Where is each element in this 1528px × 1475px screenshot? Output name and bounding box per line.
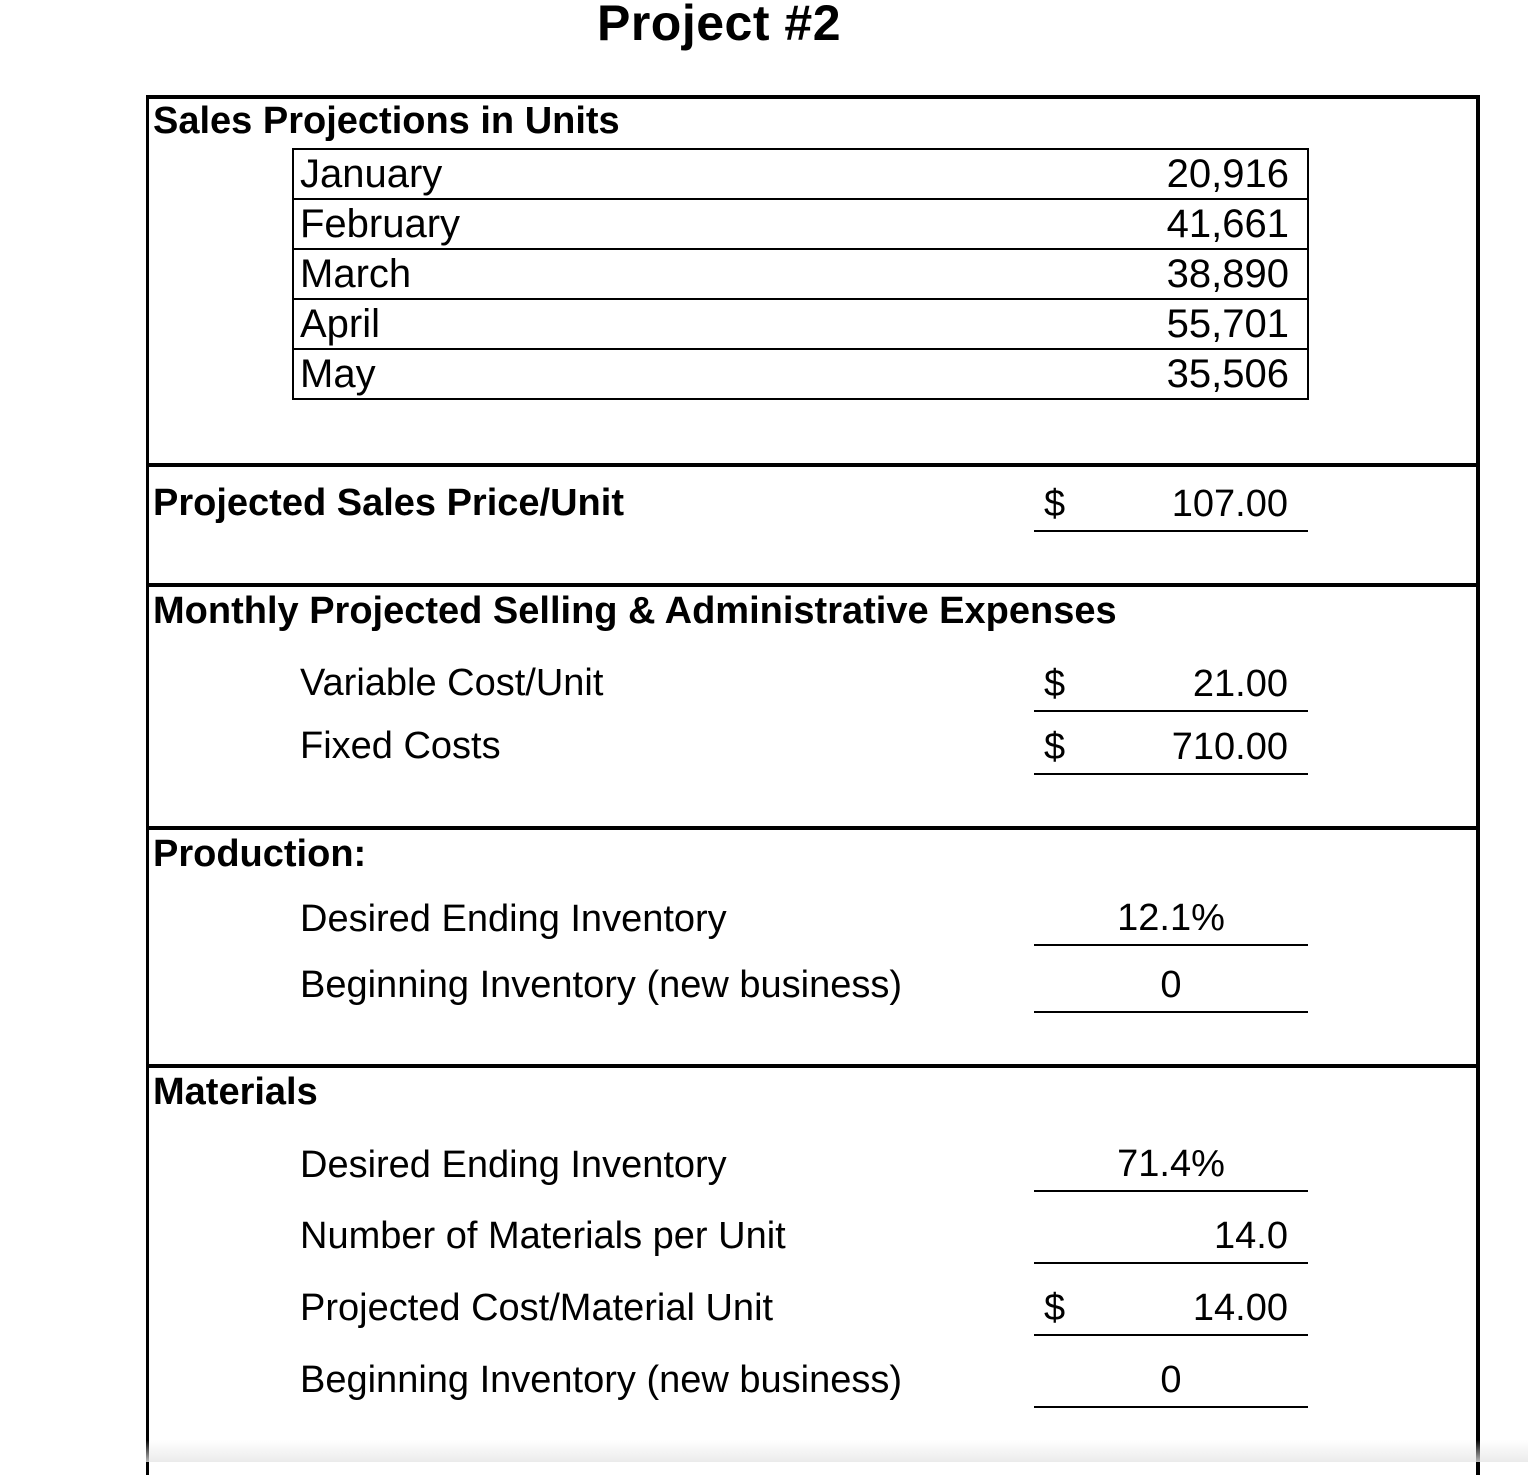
variable-cost-label: Variable Cost/Unit — [300, 662, 604, 704]
sales-price-label: Projected Sales Price/Unit — [153, 482, 624, 524]
material-cost-value: 14.00 — [1192, 1287, 1288, 1329]
section-divider — [146, 583, 1480, 587]
page-title: Project #2 — [597, 0, 842, 51]
material-cost-cell[interactable] — [1034, 1286, 1308, 1336]
table-row — [293, 349, 1308, 399]
materials-per-unit-label: Number of Materials per Unit — [300, 1215, 786, 1257]
month-cell[interactable]: May — [293, 349, 902, 399]
table-row — [293, 199, 1308, 249]
currency-symbol: $ — [1044, 1287, 1066, 1329]
production-heading: Production: — [153, 833, 367, 875]
month-cell[interactable]: February — [293, 199, 902, 249]
currency-symbol: $ — [1044, 483, 1066, 525]
month-cell[interactable]: April — [293, 299, 902, 349]
month-cell[interactable]: January — [293, 149, 902, 199]
variable-cost-value: 21.00 — [1192, 663, 1288, 705]
units-cell[interactable]: 41,661 — [902, 199, 1308, 249]
fixed-costs-label: Fixed Costs — [300, 725, 501, 767]
section-divider — [146, 1064, 1480, 1068]
materials-per-unit-value: 14.0 — [1214, 1215, 1288, 1257]
units-cell[interactable]: 38,890 — [902, 249, 1308, 299]
materials-heading: Materials — [153, 1071, 318, 1113]
production-desired-ending-value: 12.1% — [1117, 897, 1225, 939]
sales-projections-table — [292, 148, 1309, 400]
month-cell[interactable]: March — [293, 249, 902, 299]
materials-desired-ending-cell[interactable] — [1034, 1142, 1308, 1192]
materials-beginning-value: 0 — [1160, 1359, 1182, 1401]
materials-beginning-label: Beginning Inventory (new business) — [300, 1359, 903, 1401]
fixed-costs-cell[interactable] — [1034, 725, 1308, 775]
units-cell[interactable]: 35,506 — [902, 349, 1308, 399]
materials-beginning-cell[interactable] — [1034, 1358, 1308, 1408]
currency-symbol: $ — [1044, 663, 1066, 705]
bottom-fade — [146, 1440, 1528, 1462]
production-desired-ending-cell[interactable] — [1034, 896, 1308, 946]
currency-symbol: $ — [1044, 726, 1066, 768]
section-divider — [146, 826, 1480, 830]
material-cost-label: Projected Cost/Material Unit — [300, 1287, 774, 1329]
production-beginning-label: Beginning Inventory (new business) — [300, 964, 903, 1006]
sales-price-cell[interactable] — [1034, 482, 1308, 532]
sales-projections-heading: Sales Projections in Units — [153, 100, 620, 142]
materials-desired-ending-label: Desired Ending Inventory — [300, 1144, 727, 1186]
production-beginning-value: 0 — [1160, 964, 1182, 1006]
sga-heading: Monthly Projected Selling & Administrative Expenses — [153, 590, 1117, 632]
table-row — [293, 149, 1308, 199]
sales-price-value: 107.00 — [1171, 483, 1288, 525]
variable-cost-cell[interactable] — [1034, 662, 1308, 712]
units-cell[interactable]: 55,701 — [902, 299, 1308, 349]
materials-desired-ending-value: 71.4% — [1117, 1143, 1225, 1185]
fixed-costs-value: 710.00 — [1171, 726, 1288, 768]
table-row — [293, 249, 1308, 299]
table-row — [293, 299, 1308, 349]
units-cell[interactable]: 20,916 — [902, 149, 1308, 199]
production-desired-ending-label: Desired Ending Inventory — [300, 898, 727, 940]
materials-per-unit-cell[interactable] — [1034, 1214, 1308, 1264]
section-divider — [146, 463, 1480, 467]
production-beginning-cell[interactable] — [1034, 963, 1308, 1013]
